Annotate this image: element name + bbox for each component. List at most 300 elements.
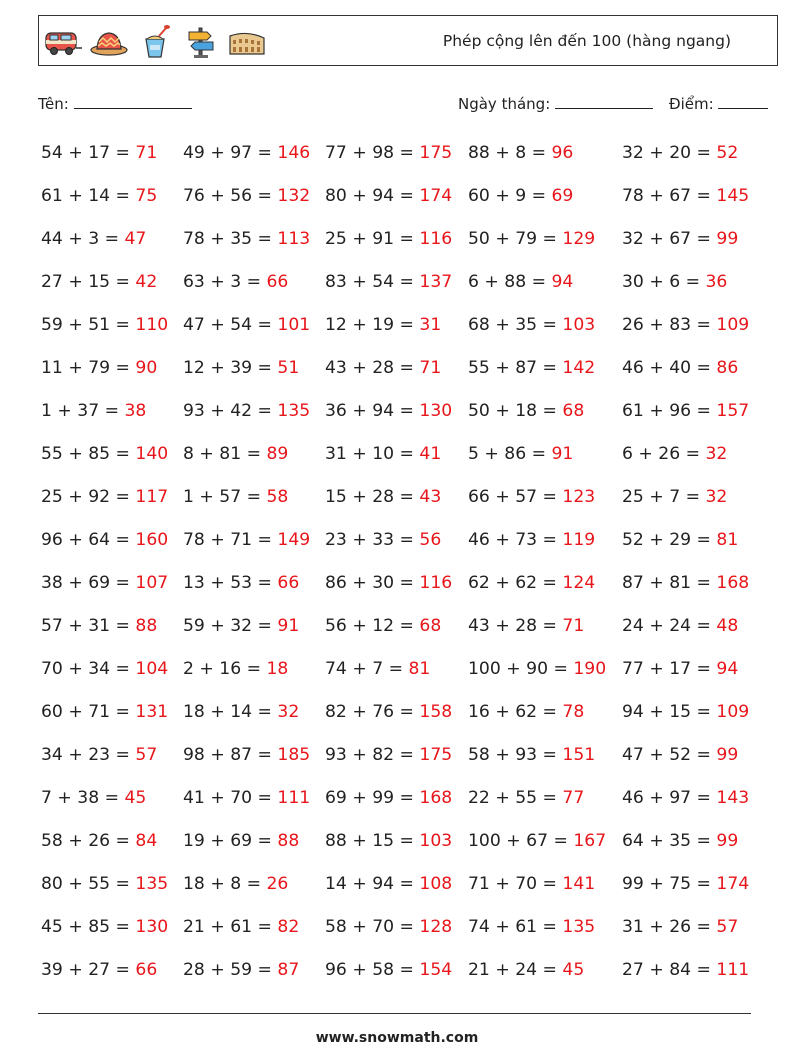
problem-equation: 12 + 39 = <box>183 358 272 378</box>
problem-equation: 47 + 52 = <box>622 745 711 765</box>
problem-equation: 77 + 98 = <box>325 143 414 163</box>
problem-equation: 66 + 57 = <box>468 487 557 507</box>
problem-cell <box>41 444 168 464</box>
problem-answer: 66 <box>266 272 289 292</box>
problem-grid <box>41 143 761 1003</box>
problem-equation: 39 + 27 = <box>41 960 130 980</box>
problem-row <box>41 186 761 229</box>
problem-answer: 131 <box>135 702 169 722</box>
date-blank[interactable] <box>555 94 653 109</box>
problem-equation: 50 + 18 = <box>468 401 557 421</box>
problem-equation: 71 + 70 = <box>468 874 557 894</box>
problem-equation: 50 + 79 = <box>468 229 557 249</box>
problem-equation: 61 + 96 = <box>622 401 711 421</box>
problem-row <box>41 616 761 659</box>
problem-equation: 32 + 20 = <box>622 143 711 163</box>
problem-row <box>41 573 761 616</box>
problem-row <box>41 874 761 917</box>
problem-cell <box>41 960 157 980</box>
problem-answer: 99 <box>716 229 739 249</box>
problem-equation: 15 + 28 = <box>325 487 414 507</box>
problem-answer: 91 <box>551 444 574 464</box>
problem-cell <box>325 487 441 507</box>
problem-equation: 69 + 99 = <box>325 788 414 808</box>
problem-equation: 82 + 76 = <box>325 702 414 722</box>
problem-cell <box>41 229 146 249</box>
problem-answer: 149 <box>277 530 311 550</box>
problem-cell <box>622 358 738 378</box>
problem-cell <box>41 702 168 722</box>
problem-answer: 190 <box>573 659 607 679</box>
problem-cell <box>325 874 452 894</box>
problem-answer: 99 <box>716 831 739 851</box>
problem-answer: 117 <box>135 487 169 507</box>
problem-answer: 111 <box>277 788 311 808</box>
problem-cell <box>325 659 430 679</box>
problem-cell <box>183 573 299 593</box>
problem-equation: 46 + 97 = <box>622 788 711 808</box>
problem-row <box>41 358 761 401</box>
problem-cell <box>622 917 738 937</box>
problem-equation: 64 + 35 = <box>622 831 711 851</box>
problem-equation: 6 + 88 = <box>468 272 546 292</box>
problem-row <box>41 315 761 358</box>
problem-cell <box>468 831 606 851</box>
problem-equation: 27 + 15 = <box>41 272 130 292</box>
problem-answer: 58 <box>266 487 289 507</box>
problem-equation: 5 + 86 = <box>468 444 546 464</box>
problem-cell <box>468 401 584 421</box>
problem-answer: 88 <box>277 831 300 851</box>
problem-cell <box>325 831 452 851</box>
problem-cell <box>41 573 168 593</box>
problem-equation: 11 + 79 = <box>41 358 130 378</box>
problem-cell <box>325 573 452 593</box>
problem-equation: 16 + 62 = <box>468 702 557 722</box>
problem-equation: 46 + 40 = <box>622 358 711 378</box>
problem-cell <box>183 874 288 894</box>
problem-answer: 107 <box>135 573 169 593</box>
problem-cell <box>622 401 749 421</box>
problem-cell <box>468 315 595 335</box>
problem-equation: 1 + 57 = <box>183 487 261 507</box>
problem-answer: 66 <box>135 960 158 980</box>
problem-answer: 51 <box>277 358 300 378</box>
problem-cell <box>468 573 595 593</box>
problem-cell <box>183 358 299 378</box>
problem-answer: 135 <box>562 917 596 937</box>
problem-equation: 100 + 90 = <box>468 659 568 679</box>
problem-equation: 93 + 42 = <box>183 401 272 421</box>
problem-row <box>41 702 761 745</box>
problem-answer: 94 <box>716 659 739 679</box>
problem-equation: 46 + 73 = <box>468 530 557 550</box>
name-blank[interactable] <box>74 94 192 109</box>
problem-equation: 12 + 19 = <box>325 315 414 335</box>
problem-answer: 66 <box>277 573 300 593</box>
problem-answer: 103 <box>562 315 596 335</box>
problem-cell <box>622 143 738 163</box>
problem-equation: 88 + 8 = <box>468 143 546 163</box>
problem-equation: 61 + 14 = <box>41 186 130 206</box>
problem-answer: 123 <box>562 487 596 507</box>
problem-equation: 25 + 91 = <box>325 229 414 249</box>
worksheet-title: Phép cộng lên đến 100 (hàng ngang) <box>442 32 731 50</box>
problem-row <box>41 229 761 272</box>
problem-answer: 81 <box>408 659 431 679</box>
name-field[interactable] <box>38 94 192 113</box>
problem-answer: 140 <box>135 444 169 464</box>
problem-cell <box>622 186 749 206</box>
problem-cell <box>622 745 738 765</box>
problem-cell <box>325 960 452 980</box>
problem-cell <box>622 960 749 980</box>
problem-cell <box>41 272 157 292</box>
problem-answer: 167 <box>573 831 607 851</box>
problem-answer: 151 <box>562 745 596 765</box>
problem-equation: 99 + 75 = <box>622 874 711 894</box>
problem-answer: 116 <box>419 229 453 249</box>
problem-equation: 68 + 35 = <box>468 315 557 335</box>
problem-answer: 41 <box>419 444 442 464</box>
problem-cell <box>468 186 573 206</box>
problem-answer: 68 <box>419 616 442 636</box>
problem-cell <box>325 358 441 378</box>
problem-row <box>41 143 761 186</box>
problem-equation: 21 + 24 = <box>468 960 557 980</box>
problem-answer: 69 <box>551 186 574 206</box>
problem-cell <box>41 874 168 894</box>
problem-cell <box>325 530 441 550</box>
problem-equation: 34 + 23 = <box>41 745 130 765</box>
problem-answer: 81 <box>716 530 739 550</box>
problem-equation: 60 + 9 = <box>468 186 546 206</box>
problem-cell <box>468 616 584 636</box>
problem-cell <box>41 659 168 679</box>
problem-cell <box>622 487 727 507</box>
worksheet-header <box>38 15 778 66</box>
problem-equation: 86 + 30 = <box>325 573 414 593</box>
problem-cell <box>183 229 310 249</box>
problem-row <box>41 487 761 530</box>
problem-equation: 78 + 67 = <box>622 186 711 206</box>
problem-answer: 32 <box>705 487 728 507</box>
problem-equation: 70 + 34 = <box>41 659 130 679</box>
problem-answer: 113 <box>277 229 311 249</box>
problem-cell <box>325 702 452 722</box>
problem-cell <box>622 229 738 249</box>
problem-answer: 18 <box>266 659 289 679</box>
footer-url: www.snowmath.com <box>315 1030 479 1046</box>
problem-cell <box>622 702 749 722</box>
problem-equation: 36 + 94 = <box>325 401 414 421</box>
problem-answer: 146 <box>277 143 311 163</box>
problem-cell <box>468 874 595 894</box>
problem-equation: 60 + 71 = <box>41 702 130 722</box>
problem-answer: 52 <box>716 143 739 163</box>
problem-answer: 142 <box>562 358 596 378</box>
problem-cell <box>325 143 452 163</box>
problem-equation: 77 + 17 = <box>622 659 711 679</box>
problem-row <box>41 401 761 444</box>
problem-row <box>41 659 761 702</box>
problem-answer: 48 <box>716 616 739 636</box>
problem-answer: 137 <box>419 272 453 292</box>
problem-equation: 1 + 37 = <box>41 401 119 421</box>
problem-answer: 36 <box>705 272 728 292</box>
problem-cell <box>183 616 299 636</box>
problem-answer: 96 <box>551 143 574 163</box>
camper-van-icon <box>43 24 83 60</box>
problem-cell <box>468 960 584 980</box>
problem-row <box>41 960 761 1003</box>
problem-answer: 45 <box>124 788 147 808</box>
problem-cell <box>622 788 749 808</box>
problem-row <box>41 272 761 315</box>
problem-answer: 87 <box>277 960 300 980</box>
problem-cell <box>41 831 157 851</box>
problem-answer: 57 <box>716 917 739 937</box>
problem-answer: 141 <box>562 874 596 894</box>
problem-equation: 41 + 70 = <box>183 788 272 808</box>
problem-answer: 84 <box>135 831 158 851</box>
problem-answer: 71 <box>135 143 158 163</box>
problem-cell <box>325 917 452 937</box>
problem-equation: 78 + 71 = <box>183 530 272 550</box>
problem-answer: 108 <box>419 874 453 894</box>
problem-cell <box>41 315 168 335</box>
problem-equation: 2 + 16 = <box>183 659 261 679</box>
problem-answer: 31 <box>419 315 442 335</box>
problem-cell <box>325 229 452 249</box>
problem-row <box>41 917 761 960</box>
problem-equation: 59 + 32 = <box>183 616 272 636</box>
problem-equation: 74 + 61 = <box>468 917 557 937</box>
problem-answer: 130 <box>419 401 453 421</box>
problem-cell <box>41 401 146 421</box>
problem-equation: 96 + 64 = <box>41 530 130 550</box>
problem-cell <box>183 143 310 163</box>
problem-row <box>41 788 761 831</box>
problem-equation: 25 + 92 = <box>41 487 130 507</box>
problem-cell <box>183 487 288 507</box>
problem-answer: 103 <box>419 831 453 851</box>
problem-answer: 132 <box>277 186 311 206</box>
problem-cell <box>41 917 168 937</box>
problem-answer: 135 <box>277 401 311 421</box>
problem-answer: 68 <box>562 401 585 421</box>
problem-cell <box>41 788 146 808</box>
problem-cell <box>183 272 288 292</box>
problem-equation: 27 + 84 = <box>622 960 711 980</box>
problem-equation: 31 + 26 = <box>622 917 711 937</box>
problem-cell <box>468 917 595 937</box>
problem-cell <box>325 401 452 421</box>
problem-answer: 78 <box>562 702 585 722</box>
problem-cell <box>41 616 157 636</box>
problem-cell <box>325 788 452 808</box>
problem-cell <box>468 358 595 378</box>
problem-answer: 160 <box>135 530 169 550</box>
problem-equation: 96 + 58 = <box>325 960 414 980</box>
problem-cell <box>468 530 595 550</box>
problem-answer: 86 <box>716 358 739 378</box>
problem-answer: 128 <box>419 917 453 937</box>
problem-cell <box>468 444 573 464</box>
problem-answer: 71 <box>562 616 585 636</box>
hat-icon <box>89 24 129 60</box>
problem-cell <box>325 444 441 464</box>
problem-cell <box>325 616 441 636</box>
problem-answer: 116 <box>419 573 453 593</box>
problem-cell <box>183 401 310 421</box>
problem-equation: 43 + 28 = <box>468 616 557 636</box>
problem-cell <box>183 917 299 937</box>
problem-cell <box>622 573 749 593</box>
problem-equation: 19 + 69 = <box>183 831 272 851</box>
problem-equation: 26 + 83 = <box>622 315 711 335</box>
problem-cell <box>468 702 584 722</box>
problem-answer: 174 <box>419 186 453 206</box>
problem-equation: 45 + 85 = <box>41 917 130 937</box>
problem-equation: 87 + 81 = <box>622 573 711 593</box>
problem-equation: 7 + 38 = <box>41 788 119 808</box>
date-field[interactable] <box>458 94 653 113</box>
problem-equation: 54 + 17 = <box>41 143 130 163</box>
problem-answer: 175 <box>419 745 453 765</box>
problem-cell <box>622 616 738 636</box>
problem-cell <box>183 315 310 335</box>
problem-equation: 13 + 53 = <box>183 573 272 593</box>
problem-answer: 175 <box>419 143 453 163</box>
problem-cell <box>183 960 299 980</box>
problem-cell <box>183 530 310 550</box>
problem-cell <box>183 186 310 206</box>
problem-equation: 24 + 24 = <box>622 616 711 636</box>
sand-bucket-icon <box>135 24 175 60</box>
problem-equation: 43 + 28 = <box>325 358 414 378</box>
problem-equation: 80 + 94 = <box>325 186 414 206</box>
problem-cell <box>41 358 157 378</box>
problem-answer: 91 <box>277 616 300 636</box>
problem-equation: 80 + 55 = <box>41 874 130 894</box>
problem-answer: 32 <box>705 444 728 464</box>
problem-equation: 94 + 15 = <box>622 702 711 722</box>
problem-equation: 49 + 97 = <box>183 143 272 163</box>
problem-equation: 56 + 12 = <box>325 616 414 636</box>
problem-equation: 23 + 33 = <box>325 530 414 550</box>
problem-equation: 100 + 67 = <box>468 831 568 851</box>
problem-answer: 99 <box>716 745 739 765</box>
header-icons <box>43 24 267 60</box>
problem-cell <box>325 315 441 335</box>
problem-equation: 18 + 8 = <box>183 874 261 894</box>
problem-answer: 47 <box>124 229 147 249</box>
problem-equation: 55 + 87 = <box>468 358 557 378</box>
problem-cell <box>183 444 288 464</box>
problem-equation: 28 + 59 = <box>183 960 272 980</box>
problem-answer: 119 <box>562 530 596 550</box>
problem-answer: 124 <box>562 573 596 593</box>
problem-equation: 98 + 87 = <box>183 745 272 765</box>
problem-answer: 185 <box>277 745 311 765</box>
problem-answer: 45 <box>562 960 585 980</box>
problem-equation: 63 + 3 = <box>183 272 261 292</box>
problem-equation: 57 + 31 = <box>41 616 130 636</box>
problem-answer: 157 <box>716 401 750 421</box>
problem-row <box>41 831 761 874</box>
problem-answer: 26 <box>266 874 289 894</box>
problem-equation: 14 + 94 = <box>325 874 414 894</box>
problem-answer: 43 <box>419 487 442 507</box>
problem-answer: 154 <box>419 960 453 980</box>
problem-answer: 90 <box>135 358 158 378</box>
problem-answer: 129 <box>562 229 596 249</box>
problem-answer: 101 <box>277 315 311 335</box>
problem-cell <box>468 788 584 808</box>
problem-answer: 82 <box>277 917 300 937</box>
problem-answer: 143 <box>716 788 750 808</box>
problem-equation: 30 + 6 = <box>622 272 700 292</box>
problem-answer: 104 <box>135 659 169 679</box>
problem-cell <box>468 659 606 679</box>
problem-equation: 47 + 54 = <box>183 315 272 335</box>
problem-cell <box>622 874 749 894</box>
problem-equation: 58 + 93 = <box>468 745 557 765</box>
problem-cell <box>41 143 157 163</box>
problem-answer: 32 <box>277 702 300 722</box>
problem-equation: 52 + 29 = <box>622 530 711 550</box>
score-field[interactable] <box>669 94 768 113</box>
score-blank[interactable] <box>718 94 768 109</box>
problem-cell <box>41 487 168 507</box>
problem-answer: 111 <box>716 960 750 980</box>
problem-answer: 56 <box>419 530 442 550</box>
date-label: Ngày tháng: <box>458 95 551 113</box>
problem-equation: 8 + 81 = <box>183 444 261 464</box>
problem-equation: 76 + 56 = <box>183 186 272 206</box>
problem-cell <box>622 444 727 464</box>
problem-cell <box>468 229 595 249</box>
problem-answer: 158 <box>419 702 453 722</box>
problem-cell <box>183 788 310 808</box>
problem-answer: 174 <box>716 874 750 894</box>
problem-equation: 31 + 10 = <box>325 444 414 464</box>
problem-answer: 88 <box>135 616 158 636</box>
problem-cell <box>468 272 573 292</box>
problem-equation: 18 + 14 = <box>183 702 272 722</box>
problem-answer: 77 <box>562 788 585 808</box>
problem-equation: 25 + 7 = <box>622 487 700 507</box>
problem-answer: 109 <box>716 315 750 335</box>
problem-equation: 21 + 61 = <box>183 917 272 937</box>
problem-cell <box>622 831 738 851</box>
problem-answer: 71 <box>419 358 442 378</box>
problem-cell <box>622 530 738 550</box>
colosseum-icon <box>227 24 267 60</box>
name-label: Tên: <box>38 95 69 113</box>
problem-cell <box>41 530 168 550</box>
problem-equation: 22 + 55 = <box>468 788 557 808</box>
problem-equation: 62 + 62 = <box>468 573 557 593</box>
problem-equation: 55 + 85 = <box>41 444 130 464</box>
problem-equation: 32 + 67 = <box>622 229 711 249</box>
problem-answer: 94 <box>551 272 574 292</box>
problem-cell <box>622 315 749 335</box>
problem-equation: 58 + 26 = <box>41 831 130 851</box>
problem-cell <box>622 659 738 679</box>
problem-equation: 59 + 51 = <box>41 315 130 335</box>
